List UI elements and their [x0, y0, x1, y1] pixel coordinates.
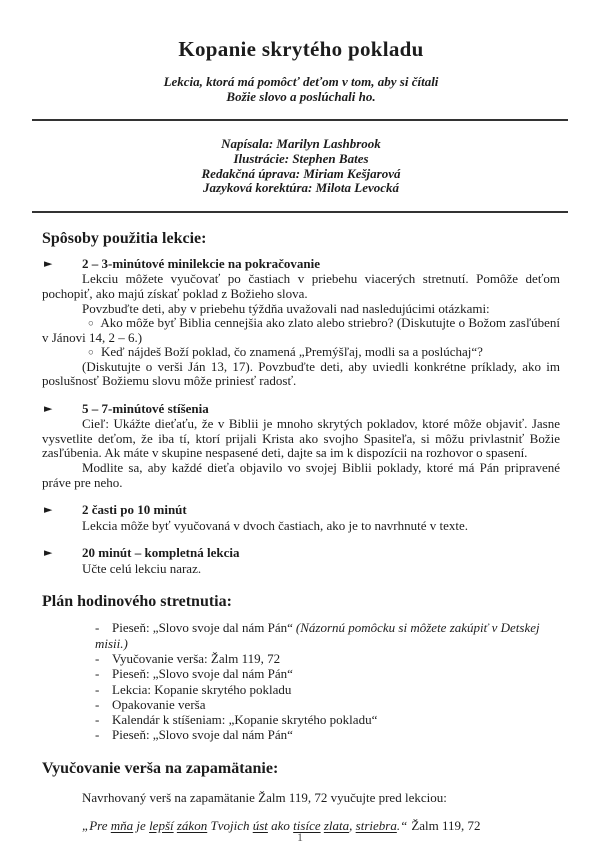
question-text: Ako môže byť Biblia cennejšia ako zlato alebo striebro? (Diskutujte o Božom zasľúbení v Jánovi 14, 2 – 6.)	[42, 315, 560, 345]
subtitle-line-1: Lekcia, ktorá má pomôcť deťom v tom, aby si čítali	[163, 73, 439, 89]
dash-marker: -	[95, 696, 100, 712]
credits-divider	[32, 211, 568, 213]
quote-text: „Pre mňa je lepší zákon Tvojich úst ako tisíce zlata, striebra.“	[82, 818, 408, 834]
plan-item-text: Opakovanie verša	[112, 696, 206, 712]
section-header	[42, 503, 560, 518]
plan-heading: Plán hodinového stretnutia:	[42, 593, 232, 611]
question-line	[42, 345, 560, 360]
section-paragraph: Cieľ: Ukážte dieťaťu, že v Biblii je mnoho skrytých pokladov, ktoré môže objaviť. Jasne vysvetlite deťom, že iba tí, ktorí prijali Krista ako svojho Spasiteľa, si môžu privlastniť Božie zasľúbenia. Ak máte v skupine nespasené deti, dajte sa im k dispozícii na rozhovor o spasení.	[42, 416, 560, 461]
section-title: 20 minút – kompletná lekcia	[82, 545, 240, 561]
dash-marker: -	[95, 712, 100, 728]
plan-item-text: Kalendár k stíšeniam: „Kopanie skrytého pokladu“	[112, 712, 378, 728]
bullet-triangle-icon: ►	[44, 256, 53, 270]
question-line	[42, 316, 560, 345]
dash-marker: -	[95, 620, 100, 636]
section-header	[42, 402, 560, 417]
dash-marker: -	[95, 666, 100, 682]
plan-item-text: Pieseň: „Slovo svoje dal nám Pán“	[112, 727, 293, 743]
circle-bullet-icon: ○	[88, 319, 98, 330]
section-title: 5 – 7-minútové stíšenia	[82, 400, 209, 416]
section-paragraph: Lekcia môže byť vyučovaná v dvoch častiach, ako je to navrhnuté v texte.	[82, 517, 469, 533]
section-title: 2 – 3-minútové minilekcie na pokračovanie	[82, 255, 320, 271]
usage-section-two-parts	[42, 503, 560, 533]
dash-marker: -	[95, 650, 100, 666]
plan-item	[95, 697, 560, 712]
plan-item-note: (Názornú pomôcku si môžete zakúpiť v Detskej misii.)	[95, 620, 540, 651]
section-paragraph: Učte celú lekciu naraz.	[82, 560, 202, 576]
usage-section-minilessons	[42, 257, 560, 389]
bullet-triangle-icon: ►	[44, 503, 53, 517]
section-header	[42, 546, 560, 561]
credit-proofreading: Jazyková korektúra: Milota Levocká	[202, 180, 400, 196]
section-paragraph: Lekciu môžete vyučovať po častiach v priebehu viacerých stretnutí. Pomôže deťom pochopiť, ako majú získať poklad z Božieho slova.	[42, 271, 560, 301]
plan-item	[95, 620, 560, 651]
document-subtitle	[42, 74, 560, 106]
credit-illustrations: Ilustrácie: Stephen Bates	[233, 150, 369, 166]
plan-item	[95, 651, 560, 666]
verse-reference: Žalm 119, 72	[411, 818, 481, 834]
plan-list	[42, 620, 560, 743]
plan-item-text: Lekcia: Kopanie skrytého pokladu	[112, 681, 292, 697]
verse-intro: Navrhovaný verš na zapamätanie Žalm 119, 72 vyučujte pred lekciou:	[82, 789, 447, 805]
section-paragraph: Modlite sa, aby každé dieťa objavilo vo svojej Biblii poklady, ktoré má Pán pripravené práve pre neho.	[42, 460, 560, 490]
usage-section-quiet-time	[42, 402, 560, 490]
section-title: 2 časti po 10 minút	[82, 502, 187, 518]
circle-bullet-icon: ○	[88, 348, 98, 359]
usage-heading: Spôsoby použitia lekcie:	[42, 229, 207, 247]
plan-item-text: Pieseň: „Slovo svoje dal nám Pán“	[112, 666, 293, 682]
plan-item	[95, 666, 560, 681]
verse-heading: Vyučovanie verša na zapamätanie:	[42, 759, 279, 777]
credit-editing: Redakčná úprava: Miriam Kešjarová	[201, 165, 401, 181]
section-paragraph: (Diskutujte o verši Ján 13, 17). Povzbuďte deti, aby uviedli konkrétne príklady, ako im poslušnosť Božiemu slovu môže priniesť radosť.	[42, 358, 560, 389]
section-header	[42, 257, 560, 272]
page-number: 1	[297, 829, 303, 844]
credit-author: Napísala: Marilyn Lashbrook	[221, 136, 381, 152]
plan-item	[95, 712, 560, 727]
plan-item	[95, 682, 560, 697]
dash-marker: -	[95, 727, 100, 743]
bullet-triangle-icon: ►	[44, 401, 53, 415]
plan-item-text: Vyučovanie verša: Žalm 119, 72	[112, 650, 281, 666]
question-text: Keď nájdeš Boží poklad, čo znamená „Premýšľaj, modli sa a poslúchaj“?	[101, 344, 483, 360]
usage-section-complete-lesson	[42, 546, 560, 576]
top-divider	[32, 119, 568, 121]
subtitle-line-2: Božie slovo a poslúchali ho.	[226, 89, 376, 105]
plan-item	[95, 727, 560, 742]
credits-block	[42, 137, 560, 196]
dash-marker: -	[95, 681, 100, 697]
bullet-triangle-icon: ►	[44, 546, 53, 560]
section-paragraph: Povzbuďte deti, aby v priebehu týždňa uvažovali nad nasledujúcimi otázkami:	[82, 300, 490, 316]
page-title: Kopanie skrytého pokladu	[178, 37, 424, 61]
plan-item-text: Pieseň: „Slovo svoje dal nám Pán“	[112, 620, 293, 636]
